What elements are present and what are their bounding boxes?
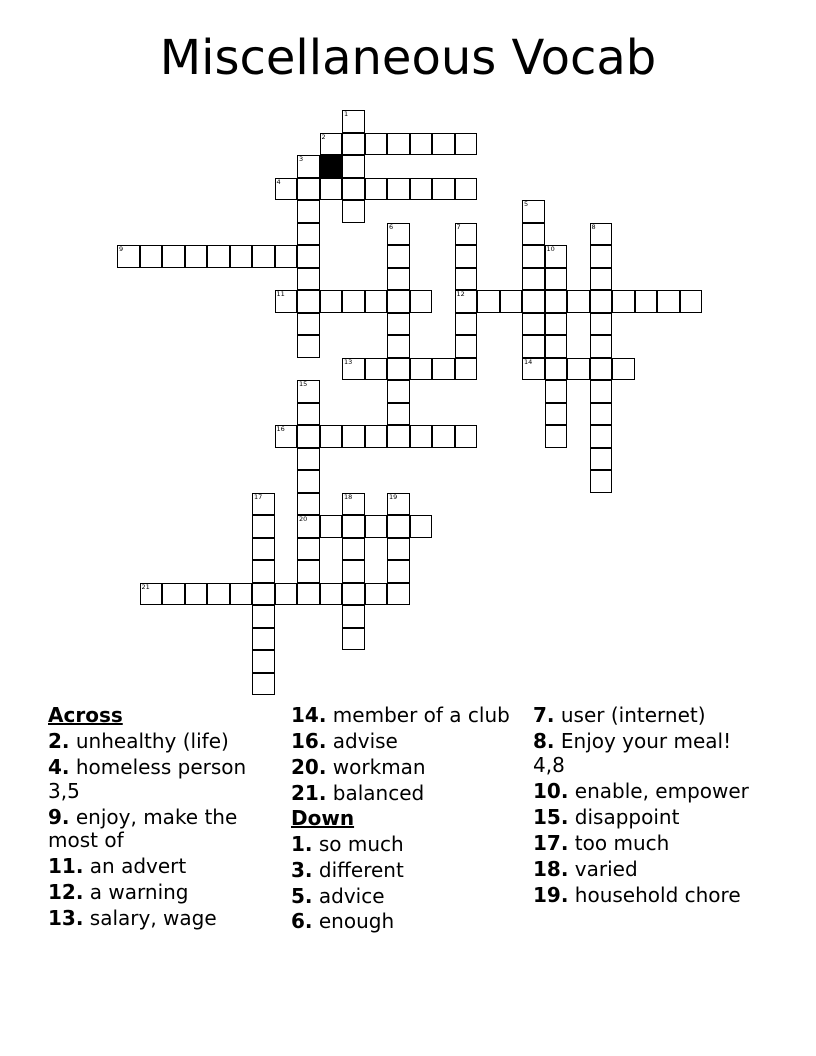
grid-cell[interactable] <box>297 380 320 403</box>
grid-cell[interactable] <box>545 358 568 381</box>
grid-cell[interactable] <box>140 245 163 268</box>
grid-cell[interactable] <box>320 515 343 538</box>
grid-cell[interactable] <box>455 358 478 381</box>
clue-across-2: 2. unhealthy (life) <box>48 728 229 753</box>
grid-cell[interactable] <box>455 245 478 268</box>
grid-cell[interactable] <box>522 223 545 246</box>
grid-cell[interactable] <box>590 335 613 358</box>
grid-cell[interactable] <box>590 313 613 336</box>
grid-cell[interactable] <box>567 290 590 313</box>
grid-cell[interactable] <box>387 583 410 606</box>
grid-cell[interactable] <box>185 245 208 268</box>
grid-cell[interactable] <box>590 358 613 381</box>
clue-number: 7 <box>456 222 461 231</box>
clue-across-11: 11. an advert <box>48 854 187 879</box>
grid-cell[interactable] <box>297 223 320 246</box>
clue-down-7: 7. user (internet) <box>533 703 706 727</box>
grid-cell[interactable] <box>252 560 275 583</box>
grid-cell[interactable] <box>590 245 613 268</box>
grid-cell[interactable] <box>275 290 298 313</box>
clue-across-14: 14. member of a club <box>291 703 510 727</box>
clue-number: 11 <box>276 290 285 298</box>
clue-down-18: 18. varied <box>533 856 638 881</box>
grid-cell[interactable] <box>387 358 410 381</box>
grid-cell[interactable] <box>230 245 253 268</box>
clue-across-21: 21. balanced <box>291 780 425 805</box>
grid-cell[interactable] <box>522 358 545 381</box>
grid-cell[interactable] <box>590 223 613 246</box>
grid-cell[interactable] <box>252 583 275 606</box>
grid-cell[interactable] <box>365 290 388 313</box>
grid-cell[interactable] <box>455 335 478 358</box>
grid-cell[interactable] <box>297 470 320 493</box>
grid-cell[interactable] <box>410 515 433 538</box>
grid-cell[interactable] <box>455 425 478 448</box>
clue-number: 17 <box>254 492 263 501</box>
grid-cell[interactable] <box>522 335 545 358</box>
black-cell <box>320 155 343 178</box>
grid-cell[interactable] <box>297 335 320 358</box>
grid-cell[interactable] <box>635 290 658 313</box>
grid-cell[interactable] <box>365 358 388 381</box>
grid-cell[interactable] <box>410 290 433 313</box>
grid-cell[interactable] <box>297 403 320 426</box>
grid-cell[interactable] <box>545 245 568 268</box>
grid-cell[interactable] <box>455 133 478 156</box>
grid-cell[interactable] <box>297 448 320 471</box>
clue-across-16: 16. advise <box>291 728 398 753</box>
grid-cell[interactable] <box>297 290 320 313</box>
grid-cell[interactable] <box>297 515 320 538</box>
grid-cell[interactable] <box>432 358 455 381</box>
grid-cell[interactable] <box>590 380 613 403</box>
grid-cell[interactable] <box>545 403 568 426</box>
clue-number: 19 <box>389 492 398 501</box>
grid-cell[interactable] <box>342 493 365 516</box>
grid-cell[interactable] <box>297 245 320 268</box>
grid-cell[interactable] <box>387 313 410 336</box>
grid-cell[interactable] <box>387 268 410 291</box>
clue-number: 20 <box>299 515 308 523</box>
grid-cell[interactable] <box>342 425 365 448</box>
down-heading: Down <box>291 805 355 830</box>
grid-cell[interactable] <box>410 178 433 201</box>
clue-down-1: 1. so much <box>291 831 404 856</box>
grid-cell[interactable] <box>410 358 433 381</box>
grid-cell[interactable] <box>275 178 298 201</box>
clue-number: 15 <box>299 380 308 388</box>
grid-cell[interactable] <box>342 515 365 538</box>
grid-cell[interactable] <box>387 425 410 448</box>
clue-number: 18 <box>344 492 353 501</box>
clue-down-10: 10. enable, empower <box>533 778 749 803</box>
grid-cell[interactable] <box>455 178 478 201</box>
grid-cell[interactable] <box>297 200 320 223</box>
grid-cell[interactable] <box>432 133 455 156</box>
grid-cell[interactable] <box>342 605 365 628</box>
grid-cell[interactable] <box>252 628 275 651</box>
grid-cell[interactable] <box>455 268 478 291</box>
grid-cell[interactable] <box>342 628 365 651</box>
grid-cell[interactable] <box>522 313 545 336</box>
grid-cell[interactable] <box>432 178 455 201</box>
clue-down-19: 19. household chore <box>533 882 741 907</box>
grid-cell[interactable] <box>297 493 320 516</box>
grid-cell[interactable] <box>252 538 275 561</box>
grid-cell[interactable] <box>680 290 703 313</box>
grid-cell[interactable] <box>567 358 590 381</box>
grid-cell[interactable] <box>365 425 388 448</box>
grid-cell[interactable] <box>432 425 455 448</box>
grid-cell[interactable] <box>387 245 410 268</box>
grid-cell[interactable] <box>477 290 500 313</box>
clue-number: 16 <box>276 425 285 433</box>
grid-cell[interactable] <box>297 583 320 606</box>
grid-cell[interactable] <box>297 268 320 291</box>
clue-number: 6 <box>389 222 394 231</box>
grid-cell[interactable] <box>252 245 275 268</box>
clue-across-13: 13. salary, wage <box>48 906 217 931</box>
grid-cell[interactable] <box>230 583 253 606</box>
grid-cell[interactable] <box>387 403 410 426</box>
grid-cell[interactable] <box>455 290 478 313</box>
grid-cell[interactable] <box>590 448 613 471</box>
grid-cell[interactable] <box>545 313 568 336</box>
grid-cell[interactable] <box>365 178 388 201</box>
clue-number: 2 <box>321 132 326 141</box>
grid-cell[interactable] <box>320 133 343 156</box>
clue-across-4: 4. homeless person 3,5 <box>48 754 247 803</box>
clue-down-17: 17. too much <box>533 830 670 855</box>
grid-cell[interactable] <box>522 290 545 313</box>
grid-cell[interactable] <box>500 290 523 313</box>
clue-down-8: 8. Enjoy your meal! 4,8 <box>533 728 732 777</box>
clue-number: 3 <box>299 155 304 163</box>
clue-down-15: 15. disappoint <box>533 804 680 829</box>
clue-number: 21 <box>141 582 150 591</box>
grid-cell[interactable] <box>320 178 343 201</box>
clue-down-6: 6. enough <box>291 909 395 934</box>
grid-cell[interactable] <box>387 538 410 561</box>
grid-cell[interactable] <box>455 223 478 246</box>
grid-cell[interactable] <box>590 470 613 493</box>
grid-cell[interactable] <box>387 223 410 246</box>
clue-number: 10 <box>546 245 555 253</box>
grid-cell[interactable] <box>185 583 208 606</box>
grid-cell[interactable] <box>342 290 365 313</box>
across-heading: Across <box>48 703 123 727</box>
grid-cell[interactable] <box>275 425 298 448</box>
grid-cell[interactable] <box>342 560 365 583</box>
grid-cell[interactable] <box>140 583 163 606</box>
grid-cell[interactable] <box>387 493 410 516</box>
grid-cell[interactable] <box>252 493 275 516</box>
clue-number: 9 <box>119 245 124 253</box>
clue-number: 5 <box>524 200 529 208</box>
grid-cell[interactable] <box>207 583 230 606</box>
grid-cell[interactable] <box>522 245 545 268</box>
clue-across-12: 12. a warning <box>48 880 189 905</box>
grid-cell[interactable] <box>207 245 230 268</box>
grid-cell[interactable] <box>320 583 343 606</box>
grid-cell[interactable] <box>387 380 410 403</box>
grid-cell[interactable] <box>545 290 568 313</box>
grid-cell[interactable] <box>590 290 613 313</box>
grid-cell[interactable] <box>612 290 635 313</box>
grid-cell[interactable] <box>320 425 343 448</box>
clue-across-9: 9. enjoy, make the most of <box>48 804 238 853</box>
grid-cell[interactable] <box>275 245 298 268</box>
grid-cell[interactable] <box>342 583 365 606</box>
clue-number: 8 <box>591 222 596 231</box>
grid-cell[interactable] <box>410 133 433 156</box>
grid-cell[interactable] <box>252 605 275 628</box>
puzzle-title: Miscellaneous Vocab <box>159 30 657 86</box>
grid-cell[interactable] <box>545 335 568 358</box>
grid-cell[interactable] <box>387 178 410 201</box>
grid-cell[interactable] <box>297 538 320 561</box>
clue-number: 12 <box>456 290 465 298</box>
grid-cell[interactable] <box>365 133 388 156</box>
grid-cell[interactable] <box>297 560 320 583</box>
grid-cell[interactable] <box>297 178 320 201</box>
grid-cell[interactable] <box>387 335 410 358</box>
grid-cell[interactable] <box>387 133 410 156</box>
grid-cell[interactable] <box>252 650 275 673</box>
grid-cell[interactable] <box>117 245 140 268</box>
grid-cell[interactable] <box>657 290 680 313</box>
grid-cell[interactable] <box>590 425 613 448</box>
clue-number: 4 <box>276 177 281 186</box>
grid-cell[interactable] <box>365 515 388 538</box>
grid-cell[interactable] <box>320 290 343 313</box>
grid-cell[interactable] <box>342 200 365 223</box>
clue-column-1 <box>48 703 278 931</box>
grid-cell[interactable] <box>612 358 635 381</box>
grid-cell[interactable] <box>297 313 320 336</box>
grid-cell[interactable] <box>297 425 320 448</box>
grid-cell[interactable] <box>342 358 365 381</box>
grid-cell[interactable] <box>162 245 185 268</box>
grid-cell[interactable] <box>522 268 545 291</box>
clue-across-20: 20. workman <box>291 754 426 779</box>
grid-cell[interactable] <box>590 268 613 291</box>
grid-cell[interactable] <box>545 425 568 448</box>
grid-cell[interactable] <box>275 583 298 606</box>
clue-number: 13 <box>344 357 353 366</box>
grid-cell[interactable] <box>522 200 545 223</box>
grid-cell[interactable] <box>342 110 365 133</box>
grid-cell[interactable] <box>342 155 365 178</box>
clue-down-5: 5. advice <box>291 883 385 908</box>
grid-cell[interactable] <box>342 178 365 201</box>
grid-cell[interactable] <box>387 560 410 583</box>
grid-cell[interactable] <box>252 673 275 696</box>
clue-column-2 <box>291 703 521 934</box>
grid-cell[interactable] <box>545 380 568 403</box>
grid-cell[interactable] <box>252 515 275 538</box>
grid-cell[interactable] <box>590 403 613 426</box>
grid-cell[interactable] <box>545 268 568 291</box>
grid-cell[interactable] <box>297 155 320 178</box>
grid-cell[interactable] <box>410 425 433 448</box>
grid-cell[interactable] <box>387 290 410 313</box>
grid-cell[interactable] <box>342 133 365 156</box>
grid-cell[interactable] <box>342 538 365 561</box>
clue-number: 14 <box>524 357 533 366</box>
clue-down-3: 3. different <box>291 857 404 882</box>
grid-cell[interactable] <box>162 583 185 606</box>
clue-number: 1 <box>344 110 349 118</box>
grid-cell[interactable] <box>387 515 410 538</box>
grid-cell[interactable] <box>365 583 388 606</box>
grid-cell[interactable] <box>455 313 478 336</box>
clue-column-3 <box>533 703 793 907</box>
